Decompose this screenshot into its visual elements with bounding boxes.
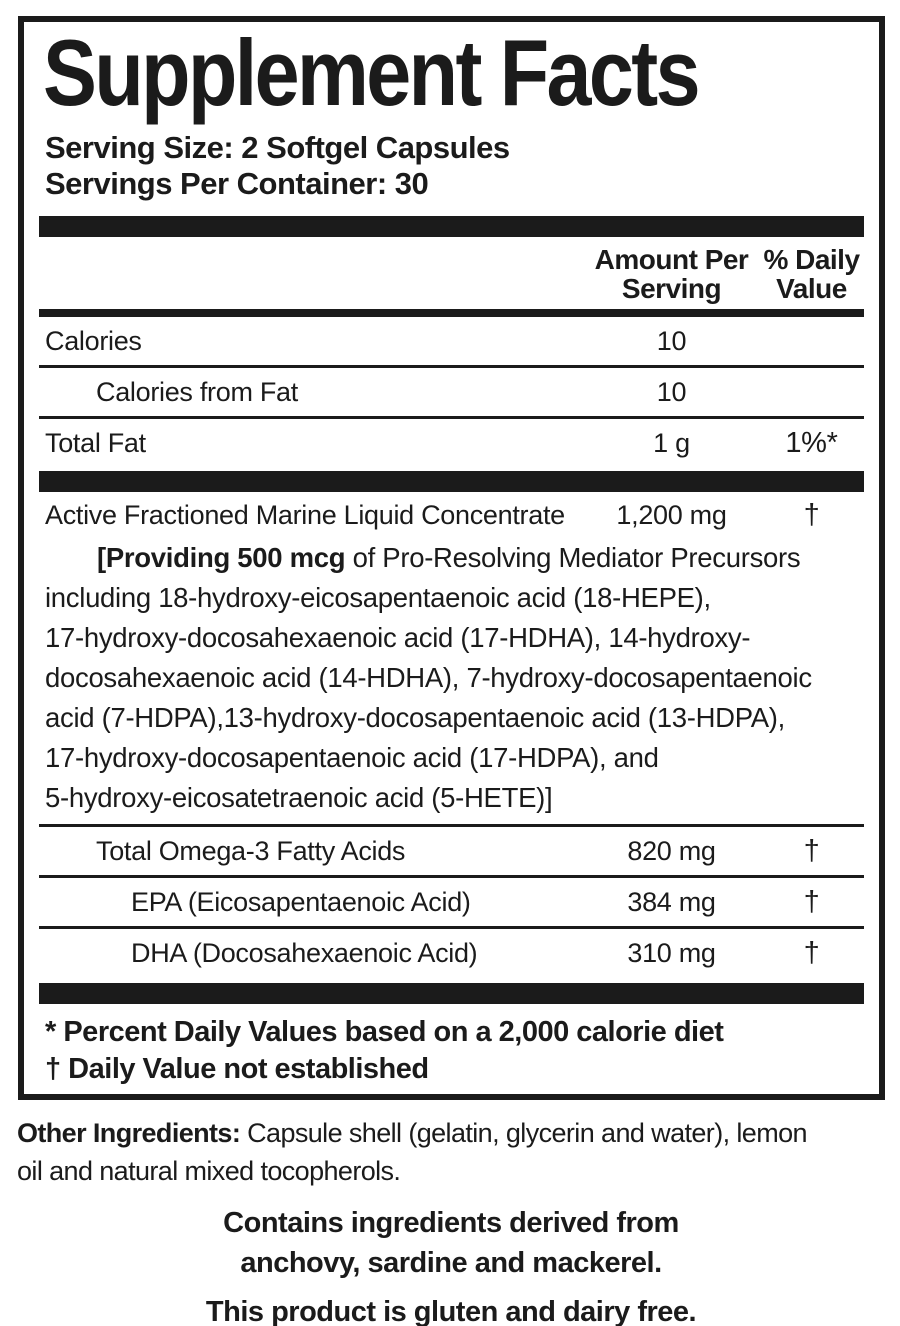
nutrient-amount: 10 [656,325,687,356]
nutrient-name: Total Omega-3 Fatty Acids [96,835,406,866]
description-line: 5-hydroxy-eicosatetraenoic acid (5-HETE)] [45,782,553,813]
nutrient-daily-value: † [803,885,820,918]
description-line: 17-hydroxy-docosapentaenoic acid (17-HDPA), and [45,742,659,773]
nutrient-name: EPA (Eicosapentaenoic Acid) [131,886,471,917]
row-dha [39,929,864,977]
contains-line1: Contains ingredients derived from [223,1207,679,1239]
description-bold-segment: [Providing 500 mcg [97,542,346,573]
nutrient-name: Active Fractioned Marine Liquid Concentrate [45,499,565,530]
nutrient-amount: 1 g [653,427,690,458]
nutrient-name: Calories from Fat [96,376,298,407]
gluten-dairy-statement: This product is gluten and dairy free. [205,1296,697,1326]
description-line: 17-hydroxy-docosahexaenoic acid (17-HDHA), 14-hydroxy- [45,622,751,653]
nutrient-daily-value: † [803,498,820,531]
other-ingredients-label: Other Ingredients: [17,1118,241,1148]
description-line [39,538,864,578]
dv-header-line1: % Daily [763,244,860,275]
row-calories [39,317,864,365]
description-line: docosahexaenoic acid (14-HDHA), 7-hydroxy-docosapentaenoic [45,662,812,693]
description-line: acid (7-HDPA),13-hydroxy-docosapentaenoic acid (13-HDPA), [45,702,785,733]
dv-header-line2: Value [776,273,847,304]
other-ingredients [17,1114,885,1190]
description-line: including 18-hydroxy-eicosapentaenoic acid (18-HEPE), [45,582,711,613]
serving-info [39,130,864,202]
amount-header-line1: Amount Per [594,244,749,275]
divider-bar-middle [39,471,864,492]
nutrient-amount: 820 mg [627,835,716,866]
row-calories-from-fat [39,368,864,416]
nutrient-amount: 384 mg [627,886,716,917]
divider-bar-top [39,216,864,237]
nutrient-name: Total Fat [45,427,146,458]
footnote-not-established: † Daily Value not established [45,1053,429,1085]
footnotes [39,1014,864,1088]
concentrate-description [39,538,864,818]
other-ingredients-text: Capsule shell (gelatin, glycerin and water), lemon [240,1118,807,1148]
serving-size: Serving Size: 2 Softgel Capsules [45,130,510,165]
other-ingredients-line2: oil and natural mixed tocopherols. [17,1156,401,1186]
column-header-amount [584,245,759,303]
column-header-daily-value [759,245,864,303]
supplement-facts-panel [18,16,885,1100]
column-header-row [39,245,864,303]
row-total-fat [39,419,864,467]
panel-title: Supplement Facts [43,20,698,125]
footnote-daily-value: * Percent Daily Values based on a 2,000 calorie diet [45,1016,724,1048]
nutrient-daily-value: 1%* [785,426,838,459]
servings-per-container: Servings Per Container: 30 [45,166,429,201]
divider-bar-bottom [39,983,864,1004]
nutrient-name: DHA (Docosahexaenoic Acid) [131,937,478,968]
nutrient-amount: 1,200 mg [616,499,727,530]
nutrient-amount: 10 [656,376,687,407]
row-total-omega3 [39,827,864,875]
other-ingredients-line1 [17,1114,885,1152]
header-rule [39,309,864,317]
nutrient-amount: 310 mg [627,937,716,968]
row-marine-concentrate [39,492,864,538]
description-regular-segment: of Pro-Resolving Mediator Precursors [345,542,801,573]
nutrient-daily-value: † [803,834,820,867]
amount-header-line2: Serving [621,273,722,304]
contains-line2: anchovy, sardine and mackerel. [240,1247,662,1279]
below-panel-text [17,1114,885,1326]
contains-statement [17,1203,885,1326]
nutrient-daily-value: † [803,936,820,969]
nutrient-name: Calories [45,325,142,356]
row-epa [39,878,864,926]
